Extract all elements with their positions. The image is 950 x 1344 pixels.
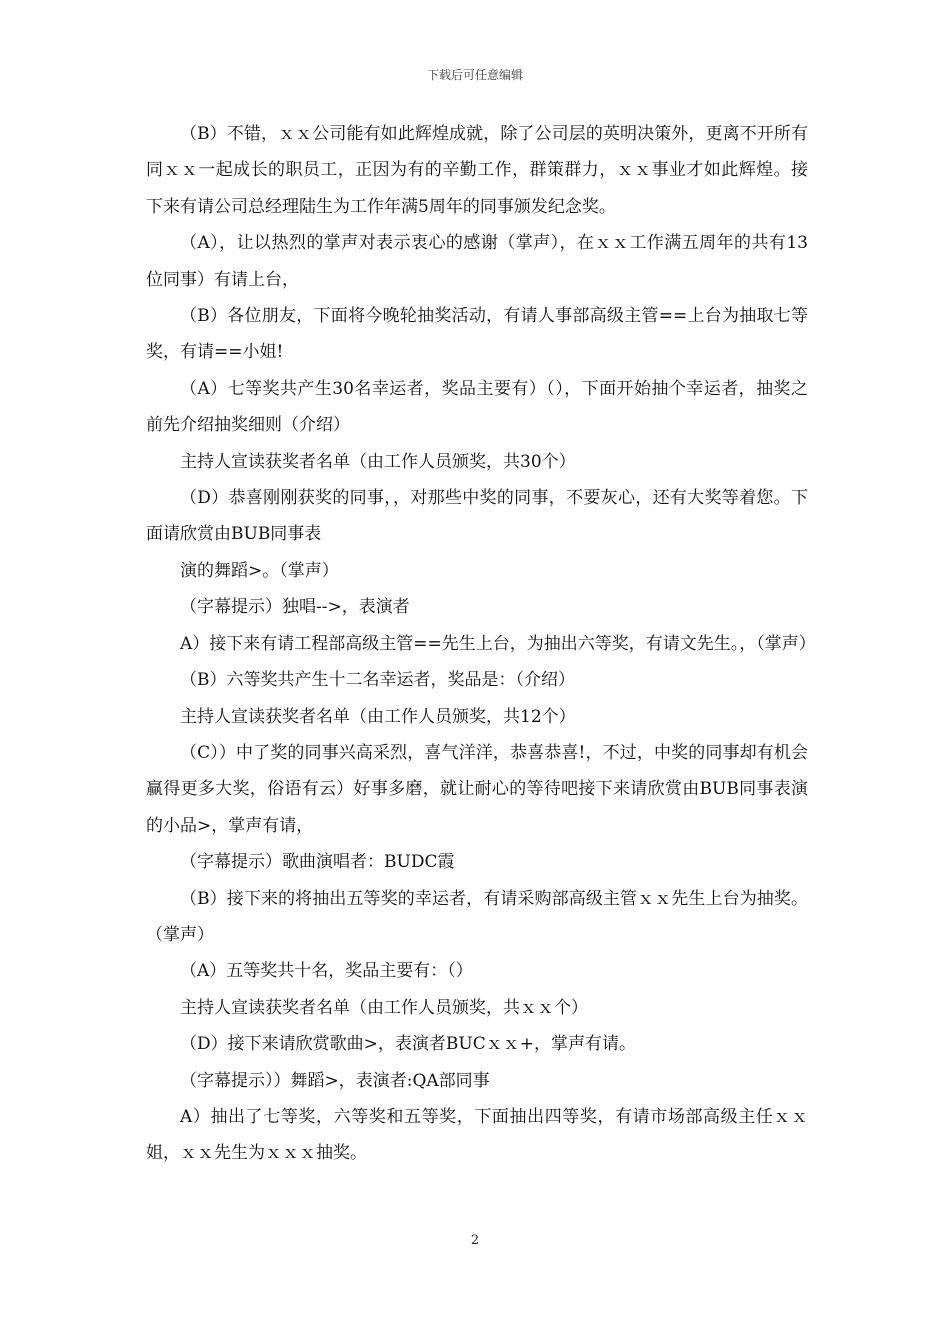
paragraph: （字幕提示）歌曲演唱者：BUDC霞 (180, 852, 455, 873)
paragraph: （B）不错，ｘｘ公司能有如此辉煌成就，除了公司层的英明决策外，更离不开所有同ｘｘ一起成长的职员工，正因为有的辛勤工作，群策群力，ｘｘ事业才如此辉煌。接下来有请公司总经理陆生为工作年满5周年的同事颁发纪念奖。 (146, 124, 808, 217)
paragraph: 主持人宣读获奖者名单（由工作人员颁奖，共ｘｘ个） (180, 997, 588, 1018)
paragraph: （A）五等奖共十名，奖品主要有：（） (180, 961, 473, 982)
paragraph: （B）接下来的将抽出五等奖的幸运者，有请采购部高级主管ｘｘ先生上台为抽奖。（掌声） (146, 888, 808, 945)
paragraph: （B）六等奖共产生十二名幸运者，奖品是：（介绍） (180, 670, 575, 691)
paragraph: （字幕提示）独唱-->，表演者 (180, 597, 410, 618)
paragraph: （字幕提示））舞蹈>，表演者:QA部同事 (180, 1070, 490, 1091)
paragraph: （A）七等奖共产生30名幸运者，奖品主要有）（），下面开始抽个幸运者，抽奖之前先介绍抽奖细则（介绍） (146, 378, 808, 436)
paragraph: （D）恭喜刚刚获奖的同事，，对那些中奖的同事，不要灰心，还有大奖等着您。下面请欣赏由BUB同事表 (146, 488, 808, 545)
page-header: 下载后可任意编辑 (426, 68, 523, 82)
paragraph: 主持人宣读获奖者名单（由工作人员颁奖，共12个） (180, 706, 576, 727)
paragraph: （D）接下来请欣赏歌曲>，表演者BUCｘｘ+，掌声有请。 (180, 1034, 636, 1055)
page-number: 2 (470, 1233, 480, 1248)
paragraph: 演的舞蹈>。（掌声） (180, 560, 339, 581)
paragraph: A）抽出了七等奖，六等奖和五等奖，下面抽出四等奖，有请市场部高级主任ｘｘ姐，ｘｘ先生为ｘｘｘ抽奖。 (146, 1106, 808, 1164)
paragraph: 主持人宣读获奖者名单（由工作人员颁奖，共30个） (180, 451, 576, 472)
document-body (146, 116, 816, 1172)
paragraph: （C））中了奖的同事兴高采烈，喜气洋洋，恭喜恭喜!，不过，中奖的同事却有机会赢得更多大奖，俗语有云）好事多磨，就让耐心的等待吧接下来请欣赏由BUB同事表演的小品>，掌声有请， (146, 742, 808, 836)
paragraph: （A），让以热烈的掌声对表示衷心的感谢（掌声），在ｘｘ工作满五周年的共有13位同事）有请上台， (146, 233, 808, 290)
paragraph: （B）各位朋友，下面将今晚轮抽奖活动，有请人事部高级主管==上台为抽取七等奖，有请==小姐! (146, 306, 808, 363)
paragraph: A）接下来有请工程部高级主管==先生上台，为抽出六等奖，有请文先生。，（掌声） (180, 633, 816, 654)
